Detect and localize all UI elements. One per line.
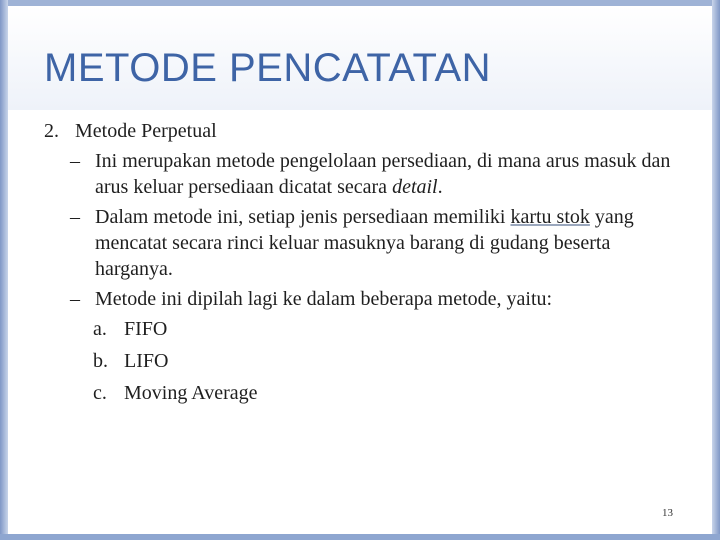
section-number: 2. [44,120,59,142]
bullet-dash: – [70,288,80,310]
bullet-text: Dalam metode ini, setiap jenis persediaan memiliki [95,206,511,228]
bullet-text: Ini merupakan metode pengelolaan persediaan, di mana arus masuk dan arus keluar persediaan dicatat secara [95,150,671,198]
sub-list-item-lifo [44,348,684,374]
sub-list-label: FIFO [124,318,168,340]
bullet-item [44,148,684,200]
sub-list-marker: a. [93,318,107,340]
bullet-item [44,204,684,282]
sub-list-label: LIFO [124,350,169,372]
frame-bottom-border [0,534,720,540]
sub-list-label: Moving Average [124,382,258,404]
frame-right-border [712,0,720,540]
bullet-dash: – [70,150,80,172]
slide-title: METODE PENCATATAN [44,46,492,90]
bullet-dash: – [70,206,80,228]
sub-list-item-fifo [44,316,684,342]
bullet-item [44,286,684,312]
sub-list-item-moving-average [44,380,684,406]
section-heading [44,118,684,144]
frame-left-border [0,0,8,540]
kartu-stok-link[interactable]: kartu stok [510,206,590,228]
section-heading-text: Metode Perpetual [75,120,217,142]
sub-list-marker: c. [93,382,107,404]
bullet-text-end: yang mencatat secara rinci keluar masuknya barang di gudang beserta harganya. [95,206,634,280]
sub-list-marker: b. [93,350,108,372]
slide-body [44,118,684,412]
bullet-italic-text: detail [392,176,438,198]
bullet-text: Metode ini dipilah lagi ke dalam beberapa metode, yaitu: [95,288,553,310]
page-number: 13 [662,507,673,519]
bullet-text-end: . [437,176,443,198]
